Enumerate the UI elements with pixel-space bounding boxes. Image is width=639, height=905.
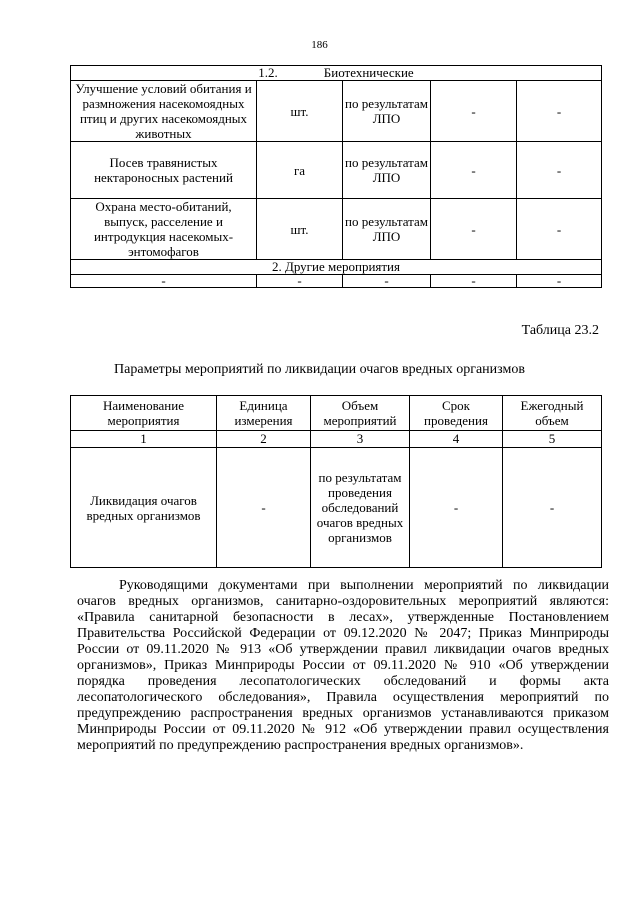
table-caption: Таблица 23.2 [521, 323, 599, 338]
body-paragraph [77, 578, 609, 754]
column-number: 2 [217, 431, 311, 448]
term-cell: - [431, 142, 517, 199]
page-number: 186 [311, 39, 328, 51]
volume-cell: по результатам проведения обследований очагов вредных организмов [311, 448, 410, 568]
section-heading [71, 66, 602, 81]
column-number: 3 [311, 431, 410, 448]
term-cell: - [431, 199, 517, 260]
table-row [71, 81, 602, 142]
term-cell: - [431, 81, 517, 142]
section-title: Биотехнические [323, 65, 414, 80]
unit-cell: шт. [257, 81, 343, 142]
table-row [71, 448, 602, 568]
column-header: Ежегодный объем [503, 396, 602, 431]
volume-cell: по результатам ЛПО [343, 199, 431, 260]
empty-cell: - [343, 275, 431, 288]
column-header: Наименование мероприятия [71, 396, 217, 431]
table-row [71, 142, 602, 199]
measure-name-cell: Посев травянистых нектароносных растений [71, 142, 257, 199]
header-row [71, 396, 602, 431]
measures-table-continuation [70, 65, 602, 288]
empty-cell: - [431, 275, 517, 288]
annual-volume-cell: - [517, 199, 602, 260]
empty-cell: - [257, 275, 343, 288]
section-heading: 2. Другие мероприятия [71, 260, 602, 275]
column-number: 4 [410, 431, 503, 448]
measure-name-cell: Улучшение условий обитания и размножения насекомоядных птиц и других насекомоядных животных [71, 81, 257, 142]
empty-cell: - [517, 275, 602, 288]
annual-volume-cell: - [517, 142, 602, 199]
annual-volume-cell: - [517, 81, 602, 142]
column-number: 1 [71, 431, 217, 448]
volume-cell: по результатам ЛПО [343, 81, 431, 142]
body-paragraph-text: Руководящими документами при выполнении мероприятий по ликвидации очагов вредных организмов, санитарно-оздоровительных мероприятий являются: «Правила санитарной безопасности в лесах», утвержденные Постановлением Правительства Российской Федерации от 09.12.2020 № 2047; Приказ Минприроды России от 09.11.2020 № 913 «Об утверждении правил ликвидации очагов вредных организмов», Приказ Минприроды России от 09.11.2020 № 910 «Об утверждении порядка проведения лесопатологических обследований и формы акта лесопатологического обследования», Правила осуществления мероприятий по предупреждению распространения вредных организмов устанавливаются приказом Минприроды России от 09.11.2020 № 912 «Об утверждении правил осуществления мероприятий по предупреждению распространения вредных организмов». [77, 578, 609, 753]
column-number: 5 [503, 431, 602, 448]
section-row-biotechnical [71, 66, 602, 81]
section-number: 1.2. [258, 65, 278, 80]
unit-cell: шт. [257, 199, 343, 260]
annual-volume-cell: - [503, 448, 602, 568]
measure-name-cell: Охрана место-обитаний, выпуск, расселение и интродукция насекомых-энтомофагов [71, 199, 257, 260]
section-row-other [71, 260, 602, 275]
measure-name-cell: Ликвидация очагов вредных организмов [71, 448, 217, 568]
unit-cell: га [257, 142, 343, 199]
table-title: Параметры мероприятий по ликвидации очагов вредных организмов [114, 362, 525, 377]
empty-cell: - [71, 275, 257, 288]
pest-elimination-table [70, 395, 602, 568]
column-header: Объем мероприятий [311, 396, 410, 431]
term-cell: - [410, 448, 503, 568]
column-header: Срок проведения [410, 396, 503, 431]
volume-cell: по результатам ЛПО [343, 142, 431, 199]
table-row [71, 199, 602, 260]
table-row [71, 275, 602, 288]
unit-cell: - [217, 448, 311, 568]
column-number-row [71, 431, 602, 448]
column-header: Единица измерения [217, 396, 311, 431]
